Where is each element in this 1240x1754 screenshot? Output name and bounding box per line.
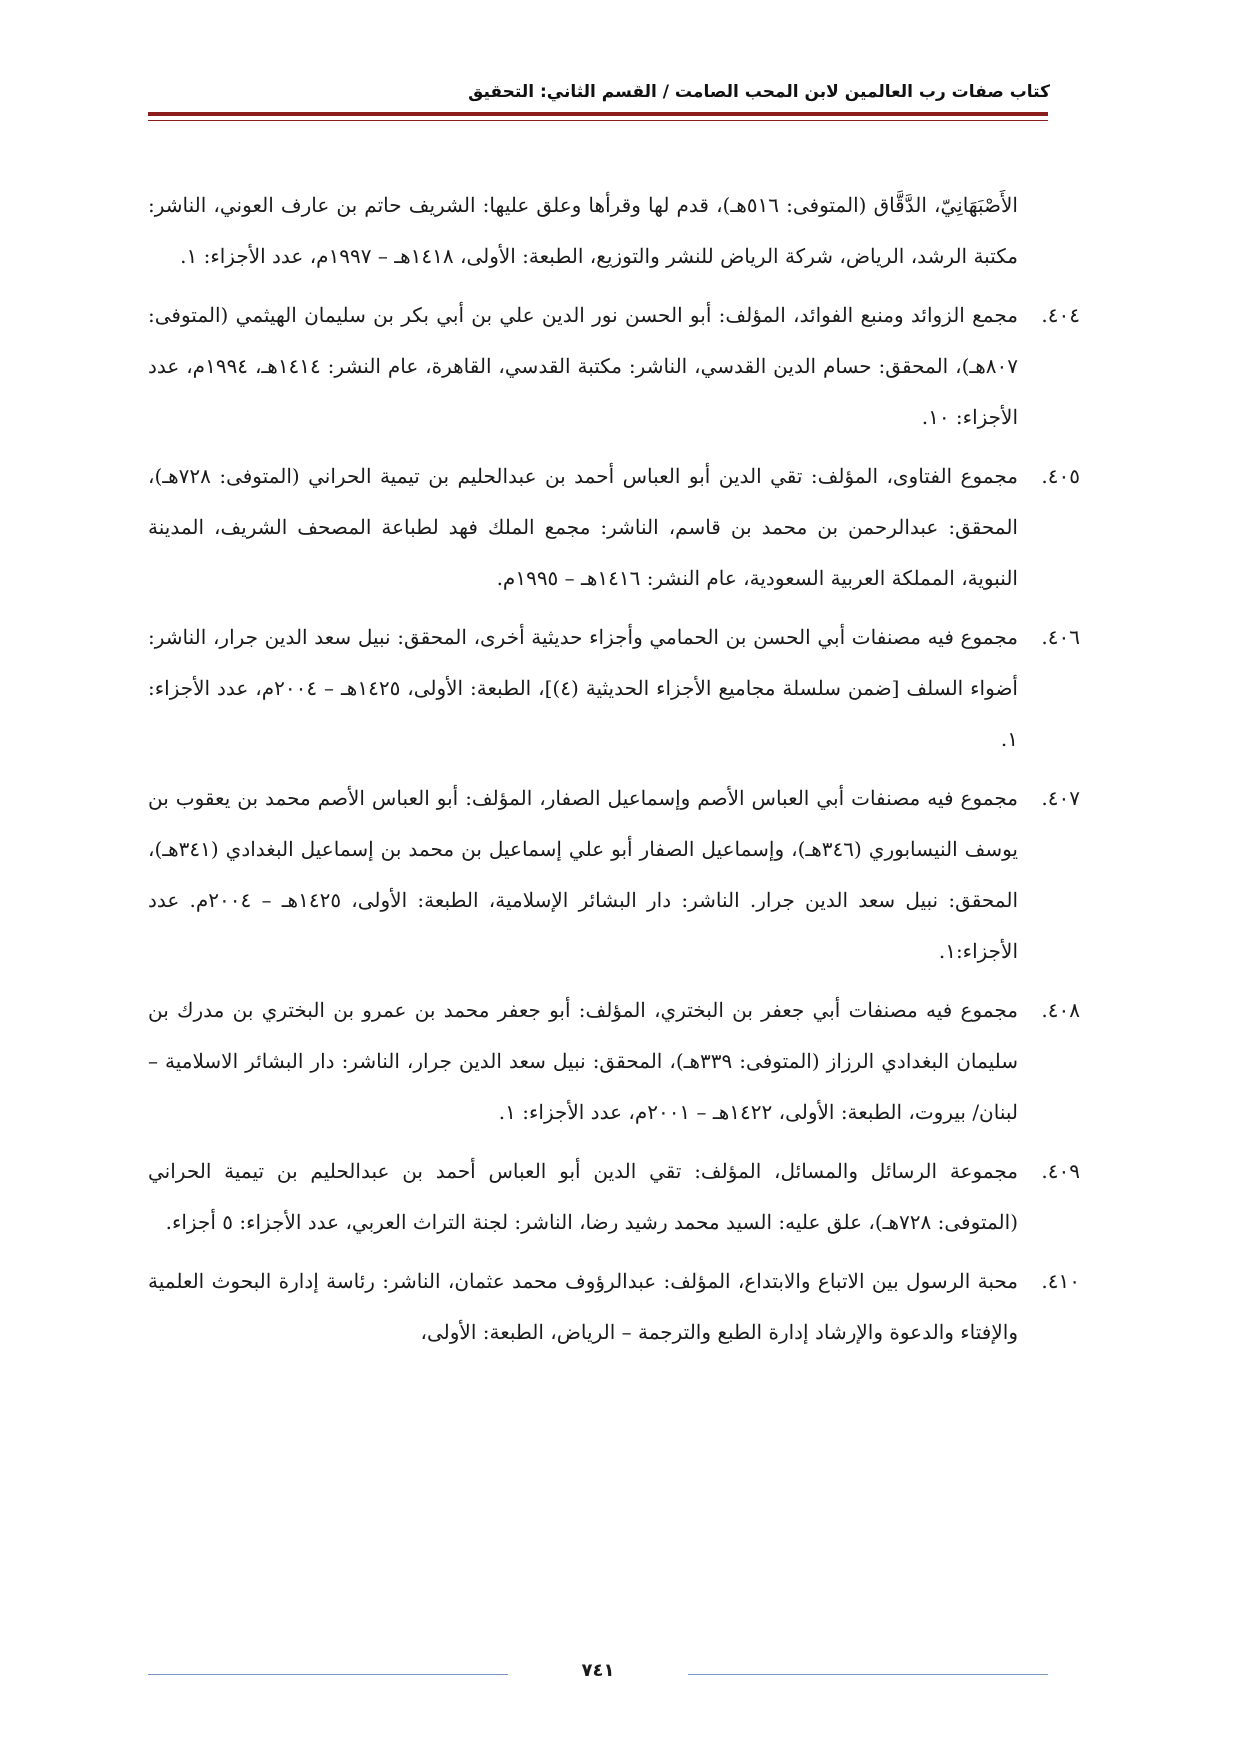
bibliography-entry-406	[148, 612, 1080, 765]
bibliography-list	[148, 180, 1080, 1366]
page-footer	[148, 1660, 1048, 1690]
footer-rule-right	[688, 1674, 1048, 1675]
entry-text: الأَصْبَهَانِيّ، الدَّقَّاق (المتوفى: ٥١٦هـ)، قدم لها وقرأها وعلق عليها: الشريف حاتم بن عارف العوني، الناشر: مكتبة الرشد، الرياض، شركة الرياض للنشر والتوزيع، الطبعة: الأولى، ١٤١٨هـ – ١٩٩٧م، عدد الأجزاء: ١.	[148, 193, 1018, 268]
entry-text: مجمع الزوائد ومنبع الفوائد، المؤلف: أبو الحسن نور الدين علي بن أبي بكر بن سليمان الهيثمي (المتوفى: ٨٠٧هـ)، المحقق: حسام الدين القدسي، الناشر: مكتبة القدسي، القاهرة، عام النشر: ١٤١٤هـ، ١٩٩٤م، عدد الأجزاء: ١٠.	[148, 303, 1019, 429]
entry-text: محبة الرسول بين الاتباع والابتداع، المؤلف: عبدالرؤوف محمد عثمان، الناشر: رئاسة إدارة البحوث العلمية والإفتاء والدعوة والإرشاد إدارة الطبع والترجمة – الرياض، الطبعة: الأولى،	[148, 1269, 1018, 1344]
entry-number: ٤٠٥.	[1041, 464, 1080, 488]
bibliography-entry-continuation	[148, 180, 1048, 282]
entry-number: ٤٠٦.	[1041, 625, 1080, 649]
entry-number: ٤٠٩.	[1041, 1159, 1080, 1183]
entry-text: مجموعة الرسائل والمسائل، المؤلف: تقي الدين أبو العباس أحمد بن عبدالحليم بن تيمية الحراني (المتوفى: ٧٢٨هـ)، علق عليه: السيد محمد رشيد رضا، الناشر: لجنة التراث العربي، عدد الأجزاء: ٥ أجزاء.	[148, 1159, 1018, 1234]
entry-number: ٤١٠.	[1041, 1269, 1080, 1293]
entry-text: مجموع فيه مصنفات أبي الحسن بن الحمامي وأجزاء حديثية أخرى، المحقق: نبيل سعد الدين جرار، الناشر: أضواء السلف [ضمن سلسلة مجاميع الأجزاء الحديثية (٤)]، الطبعة: الأولى، ١٤٢٥هـ – ٢٠٠٤م، عدد الأجزاء: ١.	[148, 625, 1018, 751]
bibliography-entry-404	[148, 290, 1080, 443]
bibliography-entry-408	[148, 985, 1080, 1138]
header-rule-thick	[148, 112, 1048, 116]
entry-text: مجموع فيه مصنفات أبي العباس الأصم وإسماعيل الصفار، المؤلف: أبو العباس الأصم محمد بن يعقوب بن يوسف النيسابوري (٣٤٦هـ)، وإسماعيل الصفار أبو علي إسماعيل بن محمد بن إسماعيل البغدادي (٣٤١هـ)، المحقق: نبيل سعد الدين جرار. الناشر: دار البشائر الإسلامية، الطبعة: الأولى، ١٤٢٥هـ – ٢٠٠٤م. عدد الأجزاء:١.	[148, 786, 1018, 963]
entry-number: ٤٠٤.	[1041, 303, 1080, 327]
header-rule-thin	[148, 120, 1048, 121]
entry-number: ٤٠٨.	[1041, 998, 1080, 1022]
bibliography-entry-405	[148, 451, 1080, 604]
bibliography-entry-407	[148, 773, 1080, 977]
entry-text: مجموع فيه مصنفات أبي جعفر بن البختري، المؤلف: أبو جعفر محمد بن عمرو بن البختري بن مدرك بن سليمان البغدادي الرزاز (المتوفى: ٣٣٩هـ)، المحقق: نبيل سعد الدين جرار، الناشر: دار البشائر الاسلامية – لبنان/ بيروت، الطبعة: الأولى، ١٤٢٢هـ – ٢٠٠١م، عدد الأجزاء: ١.	[148, 998, 1018, 1124]
entry-text: مجموع الفتاوى، المؤلف: تقي الدين أبو العباس أحمد بن عبدالحليم بن تيمية الحراني (المتوفى: ٧٢٨هـ)، المحقق: عبدالرحمن بن محمد بن قاسم، الناشر: مجمع الملك فهد لطباعة المصحف الشريف، المدينة النبوية، المملكة العربية السعودية، عام النشر: ١٤١٦هـ – ١٩٩٥م.	[148, 464, 1018, 590]
bibliography-entry-409	[148, 1146, 1080, 1248]
page-number: ٧٤١	[581, 1660, 615, 1681]
bibliography-entry-410	[148, 1256, 1080, 1358]
entry-number: ٤٠٧.	[1041, 786, 1080, 810]
running-header: كتاب صفات رب العالمين لابن المحب الصامت / القسم الثاني: التحقيق	[468, 82, 1050, 102]
